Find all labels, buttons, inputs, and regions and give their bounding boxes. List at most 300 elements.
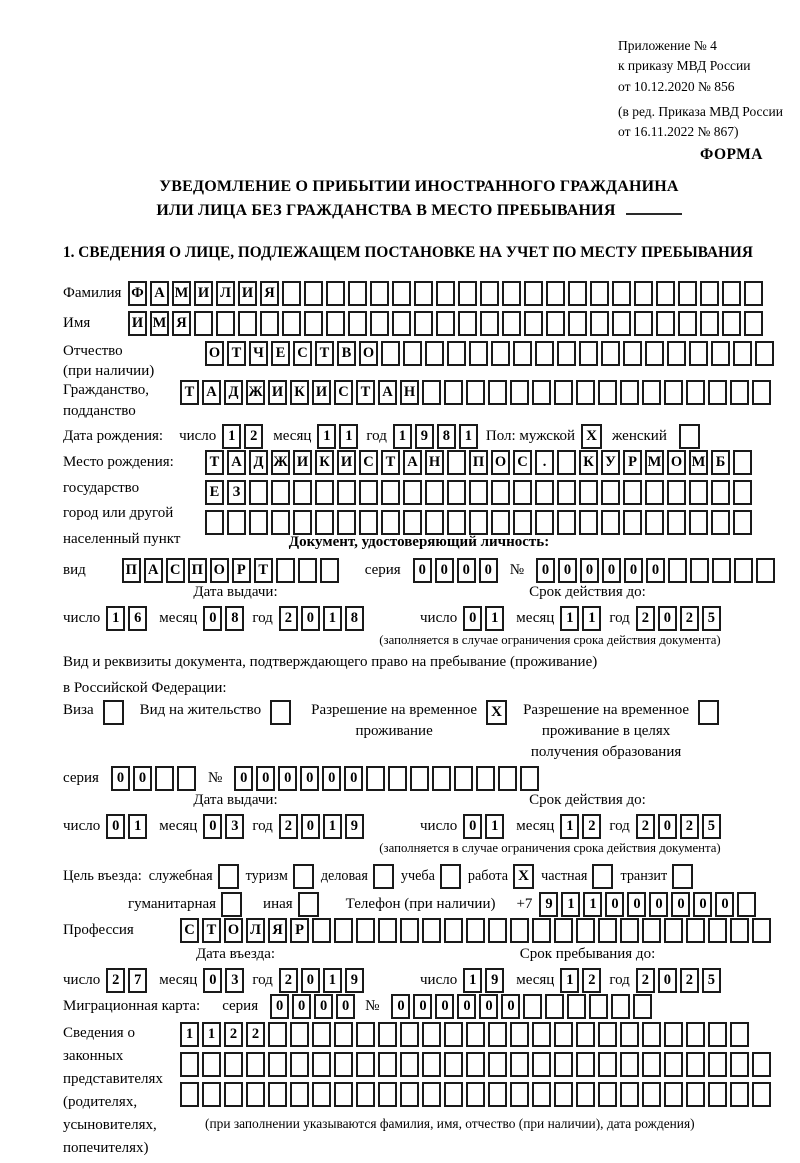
char-cell[interactable] — [502, 311, 521, 336]
char-cell[interactable]: 0 — [133, 766, 152, 791]
char-cell[interactable] — [180, 1082, 199, 1107]
char-cell[interactable]: Д — [249, 450, 268, 475]
char-cell[interactable] — [498, 766, 517, 791]
char-cell[interactable] — [690, 558, 709, 583]
char-cell[interactable] — [576, 1082, 595, 1107]
char-cell[interactable] — [224, 1052, 243, 1077]
char-cell[interactable] — [708, 380, 727, 405]
char-cell[interactable] — [532, 1022, 551, 1047]
char-cell[interactable]: 0 — [256, 766, 275, 791]
char-cell[interactable] — [469, 341, 488, 366]
char-cell[interactable] — [282, 281, 301, 306]
char-cell[interactable]: 1 — [583, 892, 602, 917]
char-cell[interactable] — [510, 1052, 529, 1077]
char-cell[interactable]: 1 — [561, 892, 580, 917]
char-cell[interactable] — [271, 480, 290, 505]
char-cell[interactable]: 0 — [693, 892, 712, 917]
char-cell[interactable] — [623, 341, 642, 366]
purpose-humanitarian-checkbox[interactable] — [221, 892, 242, 917]
char-cell[interactable] — [312, 1022, 331, 1047]
char-cell[interactable] — [523, 994, 542, 1019]
char-cell[interactable] — [260, 311, 279, 336]
char-cell[interactable]: П — [122, 558, 141, 583]
char-cell[interactable] — [444, 1052, 463, 1077]
char-cell[interactable] — [623, 510, 642, 535]
char-cell[interactable] — [557, 341, 576, 366]
char-cell[interactable] — [752, 380, 771, 405]
char-cell[interactable] — [712, 558, 731, 583]
char-cell[interactable] — [545, 994, 564, 1019]
char-cell[interactable] — [400, 918, 419, 943]
char-cell[interactable] — [400, 1082, 419, 1107]
char-cell[interactable]: 1 — [560, 814, 579, 839]
temp-residence-checkbox[interactable]: X — [486, 700, 507, 725]
char-cell[interactable]: Л — [246, 918, 265, 943]
char-cell[interactable] — [744, 311, 763, 336]
char-cell[interactable] — [180, 1052, 199, 1077]
char-cell[interactable] — [447, 341, 466, 366]
temp-residence-education-checkbox[interactable] — [698, 700, 719, 725]
char-cell[interactable]: 0 — [501, 994, 520, 1019]
char-cell[interactable]: 9 — [485, 968, 504, 993]
char-cell[interactable] — [532, 1052, 551, 1077]
char-cell[interactable]: 1 — [560, 968, 579, 993]
char-cell[interactable]: 1 — [323, 968, 342, 993]
residence-permit-checkbox[interactable] — [270, 700, 291, 725]
char-cell[interactable]: 0 — [203, 606, 222, 631]
char-cell[interactable] — [642, 1052, 661, 1077]
char-cell[interactable]: 0 — [278, 766, 297, 791]
char-cell[interactable] — [337, 480, 356, 505]
char-cell[interactable] — [579, 480, 598, 505]
char-cell[interactable] — [664, 918, 683, 943]
char-cell[interactable]: 1 — [582, 606, 601, 631]
char-cell[interactable]: М — [645, 450, 664, 475]
char-cell[interactable] — [642, 918, 661, 943]
char-cell[interactable] — [744, 281, 763, 306]
char-cell[interactable]: А — [403, 450, 422, 475]
char-cell[interactable] — [554, 1022, 573, 1047]
char-cell[interactable] — [414, 311, 433, 336]
char-cell[interactable] — [488, 1052, 507, 1077]
char-cell[interactable] — [634, 311, 653, 336]
char-cell[interactable] — [554, 1052, 573, 1077]
char-cell[interactable]: И — [238, 281, 257, 306]
char-cell[interactable] — [734, 558, 753, 583]
char-cell[interactable]: 1 — [106, 606, 125, 631]
char-cell[interactable] — [730, 918, 749, 943]
char-cell[interactable] — [612, 281, 631, 306]
char-cell[interactable] — [378, 918, 397, 943]
char-cell[interactable] — [686, 380, 705, 405]
char-cell[interactable] — [711, 341, 730, 366]
char-cell[interactable]: П — [469, 450, 488, 475]
char-cell[interactable]: А — [144, 558, 163, 583]
char-cell[interactable]: 9 — [345, 814, 364, 839]
char-cell[interactable]: 0 — [715, 892, 734, 917]
char-cell[interactable]: 2 — [244, 424, 263, 449]
char-cell[interactable] — [642, 1082, 661, 1107]
char-cell[interactable]: О — [210, 558, 229, 583]
char-cell[interactable]: К — [290, 380, 309, 405]
char-cell[interactable] — [249, 480, 268, 505]
char-cell[interactable] — [620, 1052, 639, 1077]
char-cell[interactable]: И — [312, 380, 331, 405]
char-cell[interactable] — [293, 480, 312, 505]
char-cell[interactable]: 0 — [435, 994, 454, 1019]
purpose-business-checkbox[interactable] — [373, 864, 394, 889]
char-cell[interactable]: М — [150, 311, 169, 336]
char-cell[interactable] — [634, 281, 653, 306]
purpose-other-checkbox[interactable] — [298, 892, 319, 917]
char-cell[interactable]: 0 — [203, 968, 222, 993]
char-cell[interactable]: Т — [356, 380, 375, 405]
char-cell[interactable] — [722, 281, 741, 306]
char-cell[interactable]: 2 — [279, 814, 298, 839]
char-cell[interactable] — [689, 341, 708, 366]
char-cell[interactable] — [458, 281, 477, 306]
char-cell[interactable] — [557, 450, 576, 475]
char-cell[interactable]: 2 — [279, 606, 298, 631]
char-cell[interactable] — [554, 1082, 573, 1107]
char-cell[interactable] — [246, 1082, 265, 1107]
char-cell[interactable] — [576, 1022, 595, 1047]
char-cell[interactable]: 2 — [279, 968, 298, 993]
char-cell[interactable] — [246, 1052, 265, 1077]
char-cell[interactable]: 0 — [344, 766, 363, 791]
char-cell[interactable]: 0 — [479, 558, 498, 583]
char-cell[interactable] — [466, 918, 485, 943]
char-cell[interactable] — [422, 1052, 441, 1077]
char-cell[interactable]: Д — [224, 380, 243, 405]
char-cell[interactable]: 0 — [301, 606, 320, 631]
char-cell[interactable]: 2 — [680, 606, 699, 631]
char-cell[interactable]: 1 — [128, 814, 147, 839]
char-cell[interactable]: 2 — [246, 1022, 265, 1047]
char-cell[interactable]: З — [227, 480, 246, 505]
char-cell[interactable] — [620, 1022, 639, 1047]
char-cell[interactable] — [458, 311, 477, 336]
char-cell[interactable] — [711, 480, 730, 505]
purpose-transit-checkbox[interactable] — [672, 864, 693, 889]
char-cell[interactable]: 0 — [658, 814, 677, 839]
char-cell[interactable] — [155, 766, 174, 791]
char-cell[interactable] — [611, 994, 630, 1019]
char-cell[interactable] — [370, 311, 389, 336]
char-cell[interactable] — [290, 1082, 309, 1107]
char-cell[interactable]: 0 — [605, 892, 624, 917]
char-cell[interactable] — [502, 281, 521, 306]
male-checkbox[interactable]: X — [581, 424, 602, 449]
char-cell[interactable] — [366, 766, 385, 791]
char-cell[interactable]: Е — [271, 341, 290, 366]
char-cell[interactable]: 0 — [580, 558, 599, 583]
char-cell[interactable]: 0 — [336, 994, 355, 1019]
char-cell[interactable] — [520, 766, 539, 791]
char-cell[interactable] — [488, 1022, 507, 1047]
char-cell[interactable]: . — [535, 450, 554, 475]
char-cell[interactable]: 0 — [646, 558, 665, 583]
purpose-private-checkbox[interactable] — [592, 864, 613, 889]
char-cell[interactable] — [432, 766, 451, 791]
char-cell[interactable] — [554, 918, 573, 943]
char-cell[interactable] — [466, 380, 485, 405]
char-cell[interactable] — [422, 1022, 441, 1047]
char-cell[interactable] — [532, 1082, 551, 1107]
char-cell[interactable] — [356, 918, 375, 943]
char-cell[interactable] — [667, 480, 686, 505]
char-cell[interactable]: Т — [227, 341, 246, 366]
char-cell[interactable]: 2 — [636, 606, 655, 631]
char-cell[interactable]: С — [293, 341, 312, 366]
char-cell[interactable]: А — [227, 450, 246, 475]
char-cell[interactable]: 0 — [435, 558, 454, 583]
char-cell[interactable] — [444, 380, 463, 405]
char-cell[interactable]: У — [601, 450, 620, 475]
char-cell[interactable] — [601, 341, 620, 366]
char-cell[interactable] — [737, 892, 756, 917]
char-cell[interactable]: Н — [400, 380, 419, 405]
char-cell[interactable] — [633, 994, 652, 1019]
char-cell[interactable]: Р — [290, 918, 309, 943]
char-cell[interactable]: 2 — [224, 1022, 243, 1047]
char-cell[interactable] — [304, 311, 323, 336]
char-cell[interactable] — [686, 1052, 705, 1077]
char-cell[interactable] — [403, 480, 422, 505]
char-cell[interactable] — [282, 311, 301, 336]
char-cell[interactable] — [403, 341, 422, 366]
char-cell[interactable] — [589, 994, 608, 1019]
char-cell[interactable] — [645, 510, 664, 535]
char-cell[interactable] — [576, 380, 595, 405]
char-cell[interactable]: Ж — [271, 450, 290, 475]
char-cell[interactable]: 2 — [582, 968, 601, 993]
char-cell[interactable]: 9 — [345, 968, 364, 993]
char-cell[interactable]: Ч — [249, 341, 268, 366]
visa-checkbox[interactable] — [103, 700, 124, 725]
purpose-study-checkbox[interactable] — [440, 864, 461, 889]
char-cell[interactable]: 0 — [301, 814, 320, 839]
char-cell[interactable]: 0 — [457, 558, 476, 583]
char-cell[interactable] — [388, 766, 407, 791]
char-cell[interactable] — [733, 510, 752, 535]
char-cell[interactable]: 0 — [463, 814, 482, 839]
char-cell[interactable] — [400, 1022, 419, 1047]
char-cell[interactable] — [400, 1052, 419, 1077]
char-cell[interactable] — [510, 918, 529, 943]
char-cell[interactable] — [315, 480, 334, 505]
char-cell[interactable] — [491, 480, 510, 505]
char-cell[interactable] — [510, 380, 529, 405]
char-cell[interactable]: 0 — [671, 892, 690, 917]
char-cell[interactable] — [249, 510, 268, 535]
char-cell[interactable] — [689, 480, 708, 505]
char-cell[interactable] — [381, 480, 400, 505]
char-cell[interactable]: Я — [172, 311, 191, 336]
char-cell[interactable] — [708, 1052, 727, 1077]
char-cell[interactable]: С — [513, 450, 532, 475]
char-cell[interactable] — [447, 450, 466, 475]
char-cell[interactable]: 0 — [627, 892, 646, 917]
char-cell[interactable] — [320, 558, 339, 583]
char-cell[interactable] — [466, 1082, 485, 1107]
char-cell[interactable] — [392, 281, 411, 306]
char-cell[interactable]: 1 — [485, 814, 504, 839]
char-cell[interactable] — [334, 1082, 353, 1107]
char-cell[interactable] — [410, 766, 429, 791]
char-cell[interactable] — [268, 1022, 287, 1047]
char-cell[interactable] — [510, 1082, 529, 1107]
char-cell[interactable] — [356, 1052, 375, 1077]
char-cell[interactable]: Т — [202, 918, 221, 943]
char-cell[interactable] — [290, 1052, 309, 1077]
char-cell[interactable]: Б — [711, 450, 730, 475]
char-cell[interactable] — [601, 480, 620, 505]
char-cell[interactable] — [568, 281, 587, 306]
char-cell[interactable] — [466, 1022, 485, 1047]
char-cell[interactable]: С — [359, 450, 378, 475]
char-cell[interactable] — [202, 1082, 221, 1107]
char-cell[interactable] — [447, 480, 466, 505]
char-cell[interactable] — [334, 918, 353, 943]
char-cell[interactable] — [730, 1052, 749, 1077]
char-cell[interactable] — [378, 1052, 397, 1077]
char-cell[interactable] — [756, 558, 775, 583]
char-cell[interactable] — [348, 281, 367, 306]
char-cell[interactable]: Ф — [128, 281, 147, 306]
char-cell[interactable]: 0 — [322, 766, 341, 791]
char-cell[interactable]: 1 — [323, 814, 342, 839]
char-cell[interactable]: Т — [381, 450, 400, 475]
char-cell[interactable]: А — [150, 281, 169, 306]
char-cell[interactable] — [664, 1082, 683, 1107]
char-cell[interactable] — [579, 510, 598, 535]
char-cell[interactable]: К — [315, 450, 334, 475]
char-cell[interactable] — [601, 510, 620, 535]
char-cell[interactable]: 0 — [457, 994, 476, 1019]
char-cell[interactable] — [664, 1052, 683, 1077]
char-cell[interactable]: 0 — [314, 994, 333, 1019]
char-cell[interactable] — [645, 341, 664, 366]
char-cell[interactable] — [276, 558, 295, 583]
char-cell[interactable]: Я — [268, 918, 287, 943]
char-cell[interactable] — [392, 311, 411, 336]
char-cell[interactable]: 0 — [111, 766, 130, 791]
char-cell[interactable] — [623, 480, 642, 505]
char-cell[interactable] — [268, 1082, 287, 1107]
char-cell[interactable] — [414, 281, 433, 306]
char-cell[interactable]: 0 — [234, 766, 253, 791]
char-cell[interactable] — [546, 311, 565, 336]
char-cell[interactable] — [567, 994, 586, 1019]
char-cell[interactable] — [425, 510, 444, 535]
char-cell[interactable] — [535, 510, 554, 535]
char-cell[interactable] — [422, 380, 441, 405]
char-cell[interactable] — [576, 1052, 595, 1077]
char-cell[interactable]: М — [689, 450, 708, 475]
char-cell[interactable] — [337, 510, 356, 535]
char-cell[interactable]: 9 — [415, 424, 434, 449]
char-cell[interactable]: 2 — [636, 968, 655, 993]
char-cell[interactable] — [334, 1022, 353, 1047]
char-cell[interactable] — [722, 311, 741, 336]
char-cell[interactable]: 1 — [180, 1022, 199, 1047]
char-cell[interactable] — [576, 918, 595, 943]
char-cell[interactable]: 0 — [300, 766, 319, 791]
char-cell[interactable]: С — [180, 918, 199, 943]
char-cell[interactable]: 3 — [225, 814, 244, 839]
char-cell[interactable] — [205, 510, 224, 535]
char-cell[interactable]: 0 — [558, 558, 577, 583]
char-cell[interactable] — [535, 480, 554, 505]
char-cell[interactable]: О — [359, 341, 378, 366]
char-cell[interactable] — [422, 1082, 441, 1107]
char-cell[interactable] — [535, 341, 554, 366]
char-cell[interactable] — [598, 380, 617, 405]
char-cell[interactable] — [686, 1022, 705, 1047]
char-cell[interactable] — [425, 341, 444, 366]
char-cell[interactable]: А — [202, 380, 221, 405]
char-cell[interactable] — [752, 1052, 771, 1077]
char-cell[interactable] — [689, 510, 708, 535]
char-cell[interactable] — [238, 311, 257, 336]
char-cell[interactable]: 0 — [658, 606, 677, 631]
char-cell[interactable] — [711, 510, 730, 535]
char-cell[interactable] — [524, 311, 543, 336]
char-cell[interactable] — [177, 766, 196, 791]
char-cell[interactable]: О — [224, 918, 243, 943]
char-cell[interactable]: О — [205, 341, 224, 366]
char-cell[interactable]: С — [334, 380, 353, 405]
char-cell[interactable] — [620, 1082, 639, 1107]
char-cell[interactable]: 1 — [317, 424, 336, 449]
char-cell[interactable] — [268, 1052, 287, 1077]
char-cell[interactable]: С — [166, 558, 185, 583]
char-cell[interactable]: 8 — [225, 606, 244, 631]
char-cell[interactable] — [381, 341, 400, 366]
char-cell[interactable]: М — [172, 281, 191, 306]
char-cell[interactable] — [656, 311, 675, 336]
char-cell[interactable]: Т — [254, 558, 273, 583]
char-cell[interactable] — [708, 1082, 727, 1107]
char-cell[interactable]: Р — [232, 558, 251, 583]
char-cell[interactable] — [326, 281, 345, 306]
char-cell[interactable]: 6 — [128, 606, 147, 631]
char-cell[interactable]: 0 — [301, 968, 320, 993]
char-cell[interactable] — [356, 1082, 375, 1107]
char-cell[interactable] — [469, 480, 488, 505]
char-cell[interactable] — [667, 510, 686, 535]
char-cell[interactable]: 0 — [391, 994, 410, 1019]
char-cell[interactable] — [664, 1022, 683, 1047]
char-cell[interactable]: 0 — [479, 994, 498, 1019]
char-cell[interactable] — [598, 918, 617, 943]
char-cell[interactable]: О — [491, 450, 510, 475]
char-cell[interactable] — [598, 1052, 617, 1077]
char-cell[interactable]: 0 — [624, 558, 643, 583]
char-cell[interactable] — [356, 1022, 375, 1047]
char-cell[interactable] — [436, 311, 455, 336]
char-cell[interactable] — [488, 918, 507, 943]
char-cell[interactable] — [642, 1022, 661, 1047]
char-cell[interactable] — [733, 480, 752, 505]
char-cell[interactable] — [312, 918, 331, 943]
char-cell[interactable]: Т — [205, 450, 224, 475]
char-cell[interactable] — [444, 1082, 463, 1107]
char-cell[interactable] — [532, 380, 551, 405]
char-cell[interactable]: Р — [623, 450, 642, 475]
char-cell[interactable] — [466, 1052, 485, 1077]
